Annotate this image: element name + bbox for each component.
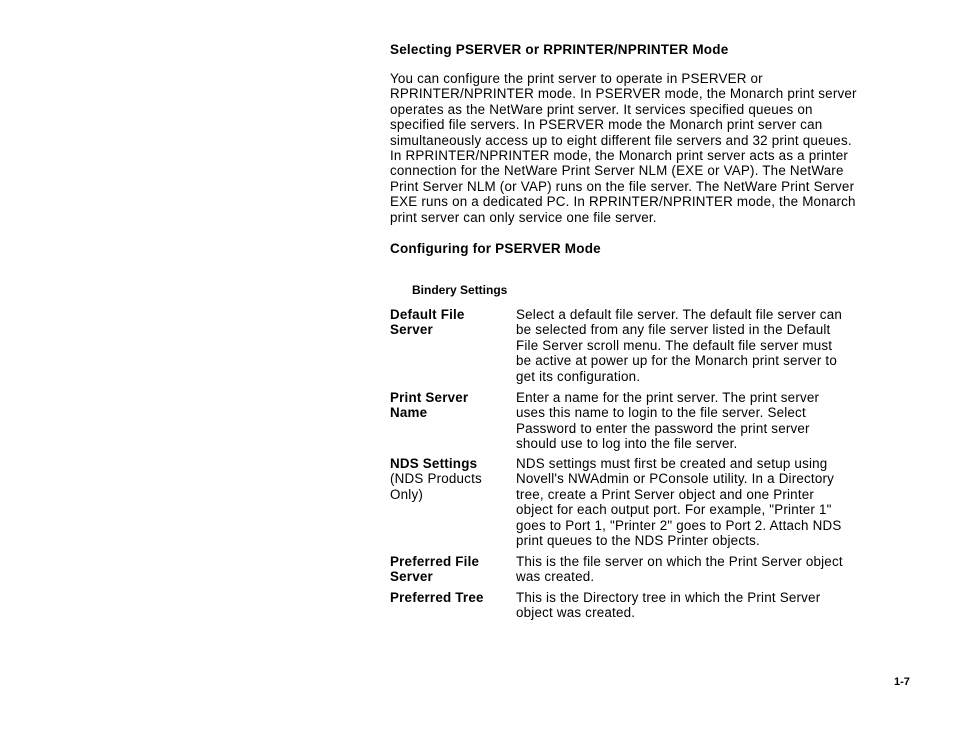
- definition-default-file-server: [516, 307, 916, 384]
- intro-line: connection for the NetWare Print Server NLM (EXE or VAP). The NetWare: [390, 163, 844, 179]
- definition-line: be active at power up for the Monarch print server to: [516, 353, 837, 369]
- term-label: Server: [390, 569, 433, 585]
- intro-line: In RPRINTER/NPRINTER mode, the Monarch print server acts as a printer: [390, 148, 849, 164]
- intro-line: operates as the NetWare print server. It services specified queues on: [390, 101, 813, 117]
- definition-line: tree, create a Print Server object and one Printer: [516, 486, 815, 502]
- term-print-server-name: [390, 390, 510, 421]
- term-label: NDS Settings: [390, 456, 478, 471]
- definition-line: object was created.: [516, 605, 636, 621]
- definition-line: This is the file server on which the Print Server object: [516, 554, 843, 569]
- definition-line: uses this name to login to the file server. Select: [516, 405, 806, 421]
- term-note: (NDS Products: [390, 471, 482, 487]
- term-label: Name: [390, 405, 428, 421]
- subsection-heading: Configuring for PSERVER Mode: [390, 241, 601, 256]
- definition-line: goes to Port 1, "Printer 2" goes to Port 2. Attach NDS: [516, 517, 842, 533]
- intro-line: You can configure the print server to operate in PSERVER or: [390, 71, 763, 86]
- intro-line: print server can only service one file server.: [390, 209, 657, 225]
- term-label: Default File: [390, 307, 465, 322]
- group-heading: Bindery Settings: [412, 283, 508, 297]
- intro-line: EXE runs on a dedicated PC. In RPRINTER/NPRINTER mode, the Monarch: [390, 194, 856, 210]
- section-heading: Selecting PSERVER or RPRINTER/NPRINTER Mode: [390, 42, 729, 57]
- definition-line: print queues to the NDS Printer objects.: [516, 533, 760, 549]
- definition-line: Password to enter the password the print server: [516, 420, 810, 436]
- term-preferred-file-server: [390, 554, 510, 585]
- definition-line: get its configuration.: [516, 368, 641, 384]
- page-number: 1-7: [894, 676, 910, 688]
- term-label: Preferred File: [390, 554, 480, 569]
- definition-line: was created.: [516, 569, 595, 585]
- term-label: Print Server: [390, 390, 469, 405]
- definition-line: Select a default file server. The default file server can: [516, 307, 843, 322]
- definition-nds-settings: [516, 456, 916, 548]
- definition-print-server-name: [516, 390, 916, 452]
- term-preferred-tree: [390, 590, 510, 605]
- term-note: Only): [390, 486, 423, 502]
- definition-line: Novell's NWAdmin or PConsole utility. In a Directory: [516, 471, 835, 487]
- definition-preferred-file-server: [516, 554, 916, 585]
- intro-line: Print Server NLM (or VAP) runs on the file server. The NetWare Print Server: [390, 178, 855, 194]
- intro-line: RPRINTER/NPRINTER mode. In PSERVER mode, the Monarch print server: [390, 86, 857, 102]
- definition-line: This is the Directory tree in which the Print Server: [516, 590, 821, 605]
- definition-line: should use to log into the file server.: [516, 436, 738, 452]
- intro-line: simultaneously access up to eight different file servers and 32 print queues.: [390, 132, 852, 148]
- definition-preferred-tree: [516, 590, 916, 621]
- definition-line: File Server scroll menu. The default file server must: [516, 337, 833, 353]
- definition-line: Enter a name for the print server. The print server: [516, 390, 820, 405]
- term-label: Preferred Tree: [390, 590, 484, 605]
- term-label: Server: [390, 322, 433, 338]
- term-default-file-server: [390, 307, 510, 338]
- definition-line: object for each output port. For example, "Printer 1": [516, 502, 832, 518]
- intro-line: specified file servers. In PSERVER mode the Monarch print server can: [390, 117, 823, 133]
- definition-line: be selected from any file server listed in the Default: [516, 322, 831, 338]
- definition-line: NDS settings must first be created and setup using: [516, 456, 828, 471]
- intro-paragraph: [390, 71, 920, 225]
- term-nds-settings: [390, 456, 510, 502]
